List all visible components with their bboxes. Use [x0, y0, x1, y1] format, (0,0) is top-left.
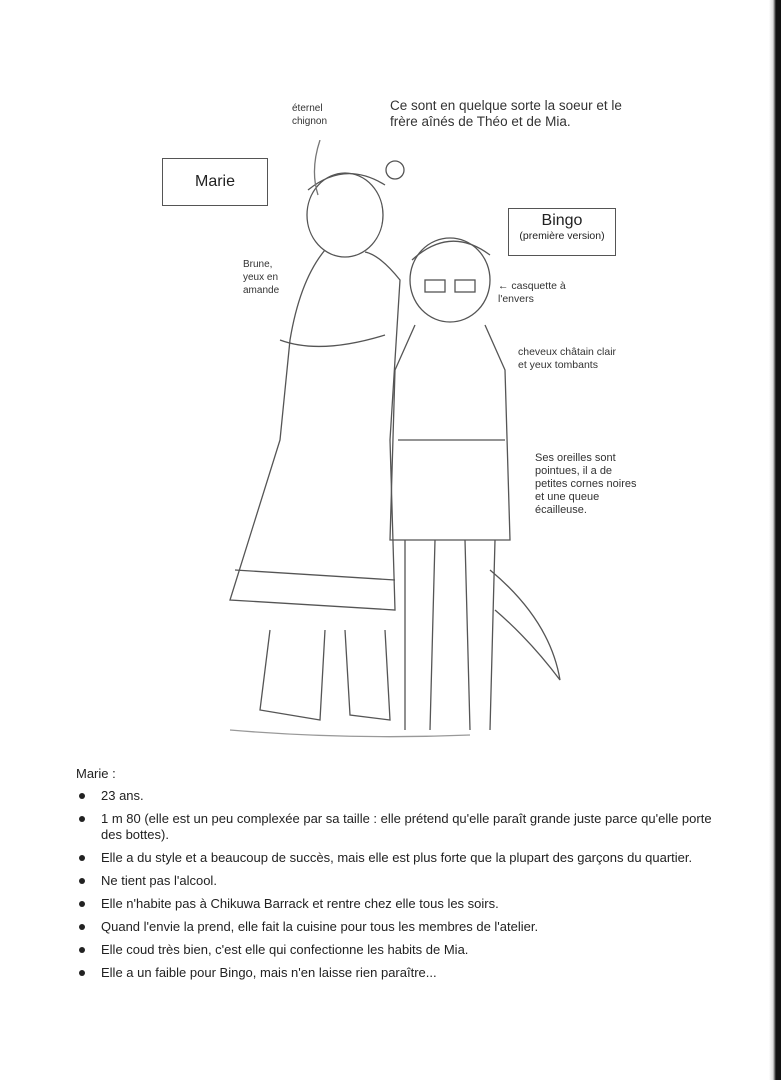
chignon-note: éternel chignon — [292, 103, 328, 127]
bingo-sublabel: (première version) — [519, 230, 605, 242]
brune-note: Brune, yeux en amande — [243, 259, 280, 296]
marie-figure — [230, 161, 470, 737]
list-item: 23 ans. — [76, 788, 736, 804]
marie-profile — [76, 766, 736, 988]
bingo-name-box — [508, 208, 616, 256]
character-sketch — [150, 140, 570, 750]
list-item: Elle coud très bien, c'est elle qui confectionne les habits de Mia. — [76, 942, 736, 958]
profile-list — [76, 788, 736, 981]
marie-name-box — [162, 158, 268, 206]
casquette-note: ← casquette à l'envers — [498, 280, 566, 305]
list-item: Ne tient pas l'alcool. — [76, 873, 736, 889]
marie-label: Marie — [194, 173, 235, 190]
profile-heading: Marie : — [76, 766, 116, 781]
list-item: Elle a un faible pour Bingo, mais n'en laisse rien paraître... — [76, 965, 736, 981]
list-item: Elle a du style et a beaucoup de succès, mais elle est plus forte que la plupart des garçons du quartier. — [76, 850, 736, 866]
bingo-label: Bingo — [541, 212, 583, 229]
oreilles-note: Ses oreilles sont pointues, il a de petites cornes noires et une queue écailleuse. — [535, 452, 637, 516]
page-edge — [769, 0, 781, 1080]
list-item: 1 m 80 (elle est un peu complexée par sa taille : elle prétend qu'elle paraît grande juste parce qu'elle porte des bottes). — [76, 811, 736, 843]
top-note: Ce sont en quelque sorte la soeur et le frère aînés de Théo et de Mia. — [390, 98, 622, 129]
list-item: Elle n'habite pas à Chikuwa Barrack et rentre chez elle tous les soirs. — [76, 896, 736, 912]
list-item: Quand l'envie la prend, elle fait la cuisine pour tous les membres de l'atelier. — [76, 919, 736, 935]
cheveux-note: cheveux châtain clair et yeux tombants — [518, 346, 617, 371]
